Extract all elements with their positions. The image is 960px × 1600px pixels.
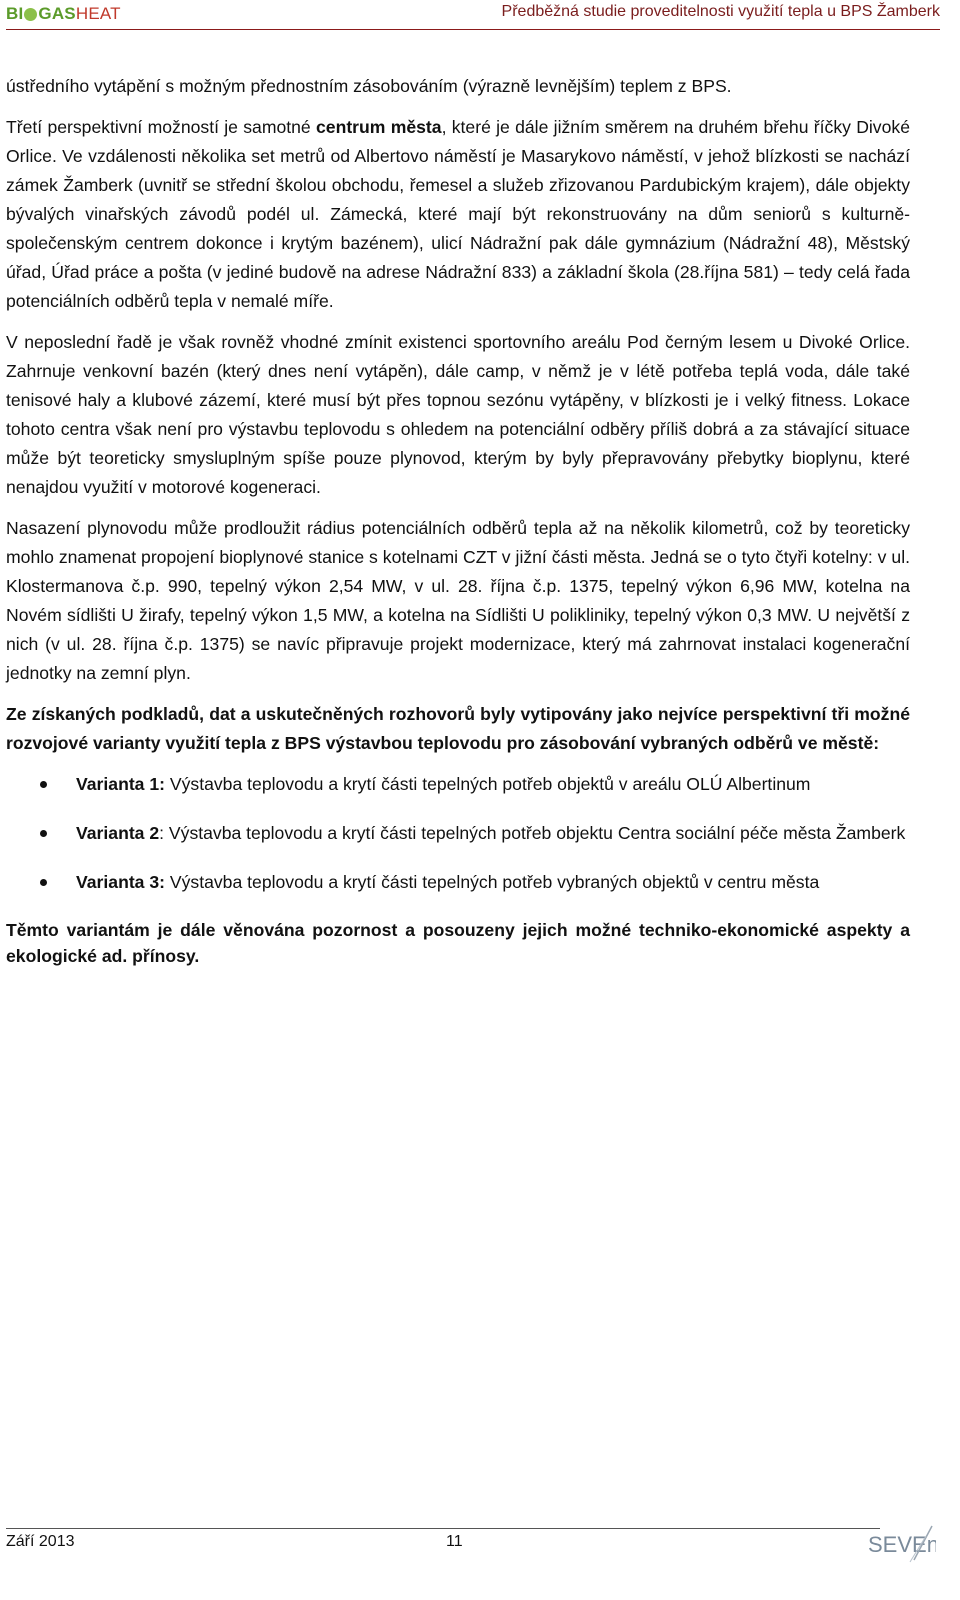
variant-label: Varianta 3: [76, 872, 165, 892]
seven-logo-text: SEVEn [868, 1532, 936, 1557]
list-item [6, 819, 910, 848]
logo-text-heat: HEAT [75, 4, 121, 23]
bullet-icon [40, 830, 47, 837]
paragraph-2-emphasis: centrum města [316, 117, 442, 137]
logo-text-bio: BI [6, 4, 24, 23]
paragraph-2-start: Třetí perspektivní možností je samotné [6, 117, 316, 137]
document-body [6, 72, 910, 969]
list-item [6, 868, 910, 897]
page-number: 11 [446, 1533, 463, 1550]
paragraph-3: V neposlední řadě je však rovněž vhodné zmínit existenci sportovního areálu Pod černým lesem u Divoké Orlice. Zahrnuje venkovní bazén (který dnes není vytápěn), dále camp, v němž je v létě potřeba teplá voda, dále také tenisové haly a klubové zázemí, které musí být přes topnou sezónu vytápěny, v blízkosti je i velký fitness. Lokace tohoto centra však není pro výstavbu teplovodu s ohledem na potenciální odběry příliš dobrá a za stávající situace může být teoreticky smysluplným spíše pouze plynovod, kterým by byly přepravovány přebytky bioplynu, které nenajdou využití v motorové kogeneraci. [6, 332, 910, 497]
paragraph-2 [6, 113, 910, 316]
leaf-icon [24, 8, 37, 21]
bullet-icon [40, 781, 47, 788]
paragraph-1: ústředního vytápění s možným přednostním zásobováním (výrazně levnějším) teplem z BPS. [6, 76, 732, 96]
variant-label: Varianta 2 [76, 823, 160, 843]
footer-divider [6, 1528, 880, 1529]
paragraph-2-rest: , které je dále jižním směrem na druhém břehu říčky Divoké Orlice. Ve vzdálenosti několika set metrů od Albertovo náměstí je Masarykovo náměstí, v jehož blízkosti se nachází zámek Žamberk (uvnitř se střední školou obchodu, řemesel a služeb zřizovanou Pardubickým krajem), dále objekty bývalých vinařských závodů podél ul. Zámecká, které mají být rekonstruovány na dům seniorů s kulturně-společenským centrem dokonce i krytým bazénem), ulicí Nádražní pak dále gymnázium (Nádražní 48), Městský úřad, Úřad práce a pošta (v jediné budově na adrese Nádražní 833) a základní škola (28.října 581) – tedy celá řada potenciálních odběrů tepla v nemalé míře. [6, 117, 910, 311]
logo-text-gas: GAS [38, 4, 76, 23]
biogasheat-logo [6, 3, 121, 25]
seven-logo [866, 1522, 936, 1564]
list-item [6, 770, 910, 799]
variant-text: Výstavba teplovodu a krytí části tepelných potřeb vybraných objektů v centru města [165, 872, 820, 892]
variant-text: Výstavba teplovodu a krytí části tepelných potřeb objektů v areálu OLÚ Albertinum [165, 774, 811, 794]
bullet-icon [40, 879, 47, 886]
variant-text: : Výstavba teplovodu a krytí části tepelných potřeb objektu Centra sociální péče města Žamberk [159, 823, 906, 843]
document-title: Předběžná studie proveditelnosti využití tepla u BPS Žamberk [501, 3, 940, 20]
footer-date: Září 2013 [6, 1533, 75, 1550]
header-divider [6, 29, 940, 30]
paragraph-5-bold: Ze získaných podkladů, dat a uskutečněných rozhovorů byly vytipovány jako nejvíce perspektivní tři možné rozvojové varianty využití tepla z BPS výstavbou teplovodu pro zásobování vybraných odběrů ve městě: [6, 704, 910, 753]
conclusion-paragraph: Těmto variantám je dále věnována pozornost a posouzeny jejich možné techniko-ekonomické aspekty a ekologické ad. přínosy. [6, 920, 910, 966]
paragraph-4: Nasazení plynovodu může prodloužit rádius potenciálních odběrů tepla až na několik kilometrů, což by teoreticky mohlo znamenat propojení bioplynové stanice s kotelnami CZT v jižní části města. Jedná se o tyto čtyři kotelny: v ul. Klostermanova č.p. 990, tepelný výkon 2,54 MW, v ul. 28. října č.p. 1375, tepelný výkon 6,96 MW, kotelna na Novém sídlišti U žirafy, tepelný výkon 1,5 MW, a kotelna na Sídlišti U polikliniky, tepelný výkon 0,3 MW. U největší z nich (v ul. 28. října č.p. 1375) se navíc připravuje projekt modernizace, který má zahrnovat instalaci kogenerační jednotky na zemní plyn. [6, 518, 910, 683]
variant-label: Varianta 1: [76, 774, 165, 794]
variants-list [6, 770, 910, 897]
page-header [6, 0, 940, 30]
